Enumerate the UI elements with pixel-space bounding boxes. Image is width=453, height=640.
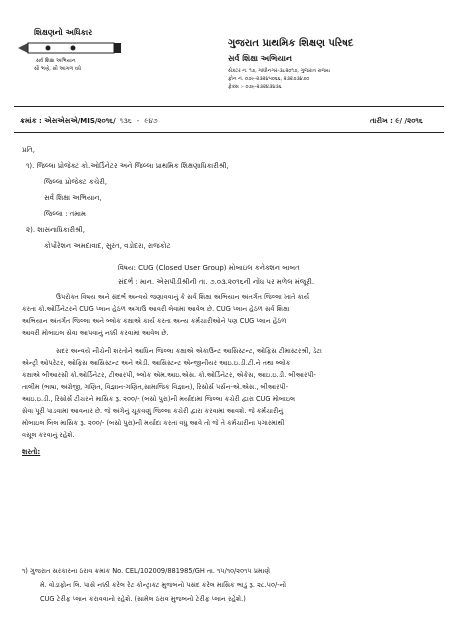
para1-line: ઉપરોક્ત વિષય અને સંદર્ભ અન્વયે જણાવવાનું કે સર્વ શિક્ષા અભિયાન અંતર્ગત જિલ્લા ખાતે કાર્ય	[56, 293, 310, 301]
logo-sub1: સર્વ શિક્ષા અભિયાન	[36, 58, 76, 64]
recipient-line-3: સર્વ શિક્ષા અભિયાન,	[44, 194, 102, 202]
condition1-line: ૧) ગુજરાત સરકારના ઠરાવ ક્રમાંક No. CEL/102009/881985/GH તા. ૧૫/૧૦/૨૦૧૫ પ્રમાણે	[22, 567, 271, 575]
para2-line: કક્ષાએ બીઆરસી કો.ઓર્ડિનેટર, ટીઆરપી, બ્લોક એમ.આઇ.એસ. કો.ઓર્ડિનેટર, એકેસ, આઇ.ઇ.ડી. બીઆરપી-	[22, 371, 316, 379]
conditions-title: શરતો:	[22, 448, 41, 456]
para2-line: એન્ટ્રી ઓપરેટર, ઓફિસ આસિસ્ટન્ટ અને એડી. આસિસ્ટન્ટ એન્જીનીયર આઇ.ઇ.ડી.ટી.ને તથા બ્લોક	[22, 359, 291, 367]
rte-logo	[14, 28, 122, 86]
subject-reference: સંદર્ભ : માન. એસપીડીશ્રીની તા. ૭.૦૩.૨૦૧૬ની નોંધ પર મળેલ મંજૂરી.	[118, 278, 315, 286]
para2-line: સદર અન્વયે નીચેની શરતોને આધિન જિલ્લા કક્ષાએ એકાઉન્ટ આસિસ્ટન્ટ, ઓફિસ ટીમાસ્ટરશ્રી, ડેટા	[56, 347, 322, 355]
para2-line: મોબાઇલ બિલ માસિક રૂ. ૨૦૦/- (બસો પુરા)ની મર્યાદા કરતાં વધુ આવે તો જે તે કર્મચારીના પગારમાંથી	[22, 419, 285, 427]
address-line-1: સેક્ટર નં. ૧૭, ગાંધીનગર-૩૮૨૦૧૭, ગુજરાત રાજ્ય	[228, 68, 331, 74]
subject-line: વિષય: CUG (Closed User Group) મોબાઇલ કનેક્શન બાબત	[118, 264, 300, 272]
council-subtitle: સર્વ શિક્ષા અભિયાન	[228, 54, 292, 63]
logo-sub2: સૌ ભણે, સૌ આગળ વધે	[34, 66, 82, 72]
logo-title: શિક્ષણનો અધિકાર	[34, 28, 93, 37]
para1-line: અભિયાન અંતર્ગત જિલ્લા અને બ્લોક કક્ષાએ કાર્ય કરતા અન્ય કર્મચારીઓને પણ CUG પ્લાન હેઠળ	[22, 317, 287, 325]
recipient-line-5: ૨). શાસનાધિકારીશ્રી,	[26, 226, 85, 234]
address-line-2: ફોન નં. ૦૭૯-૨૩૨૪૫૦૬૬, ૨૩૨૭૩૪૭૦	[228, 76, 310, 82]
council-name: ગુજરાત પ્રાથમિક શિક્ષણ પરિષદ	[228, 38, 354, 49]
condition1-line: મે. વોડાફોન લિ. પાસે નક્કી કરેલ રેટ કોન્ટ્રાક્ટ મુજબનો પસંદ કરેલ માસિક ભાડું રૂ. ૨૮.૫૦/-નો	[40, 581, 287, 589]
para2-line: આઇ.ઇ.ડી., રિસોર્સ ટીચરને માસિક રૂ. ૨૦૦/- (બસો પુરા)ની મર્યાદામાં જિલ્લા કચેરી દ્વારા CUG મોબાઇલ	[22, 395, 296, 403]
recipient-line-4: જિલ્લા : તમામ	[44, 210, 86, 218]
reference-label: ક્રમાંક : એસએસએ/MIS/૨૦૧૬/	[20, 117, 116, 125]
address-line-3: ફેક્સ :- ૦૭૯-૨૩૨૪૩૪૩૬	[228, 84, 282, 90]
para2-line: વસૂલ કરવાનું રહેશે.	[22, 431, 75, 439]
reference-number	[20, 117, 158, 126]
reference-divider	[14, 132, 444, 133]
condition1-line: CUG ટેરીફ પ્લાન કરાવવાનો રહેશે. (સામેલ ઠરાવ મુજબનો ટેરીફ પ્લાન રહેશે.)	[40, 595, 246, 603]
header-divider	[14, 106, 444, 107]
recipient-line-2: જિલ્લા પ્રોજેક્ટ કચેરી,	[44, 178, 108, 186]
pencil-logo-icon	[18, 42, 122, 54]
recipient-line-6: કોર્પોરેશન અમદાવાદ, સુરત, વડોદરા, રાજકોટ	[44, 242, 171, 250]
para1-line: કરતા કો.ઓર્ડિનેટરને CUG પ્લાન હેઠળ અગાઉ આવરી લેવામાં આવેલ છે. CUG પ્લાન હેઠળ સર્વ શિક્ષા	[22, 305, 290, 313]
para2-line: તાલીમ (ભાષા, અંગ્રેજી, ગણિત, વિજ્ઞાન-ગણિત,સામાજિક વિજ્ઞાન), રિસોર્સ પર્સન-એ.એસ., બીઆરપી-	[22, 383, 289, 391]
recipient-line-1: ૧). જિલ્લા પ્રોજેક્ટ કો.ઓર્ડિનેટર અને જિલ્લા પ્રાથમિક શિક્ષણાધિકારીશ્રી,	[26, 162, 229, 170]
reference-handwritten: ૧૩૬ - ૯૪૭	[119, 117, 158, 125]
prati: પ્રતિ,	[22, 146, 35, 154]
para2-line: સેવા પૂરી પાડવામાં આવનાર છે. જે અંગેનું ચૂકવણું જિલ્લા કચેરી દ્વારા કરવામાં આવશે. જે કર્મચારીનું	[22, 407, 284, 415]
para1-line: આવરી મોબાઇલ સેવા આપવાનું નક્કી કરવામાં આવેલ છે.	[22, 329, 169, 337]
letter-date: તારીખ : ૯/ /૨૦૧૬	[370, 117, 423, 125]
